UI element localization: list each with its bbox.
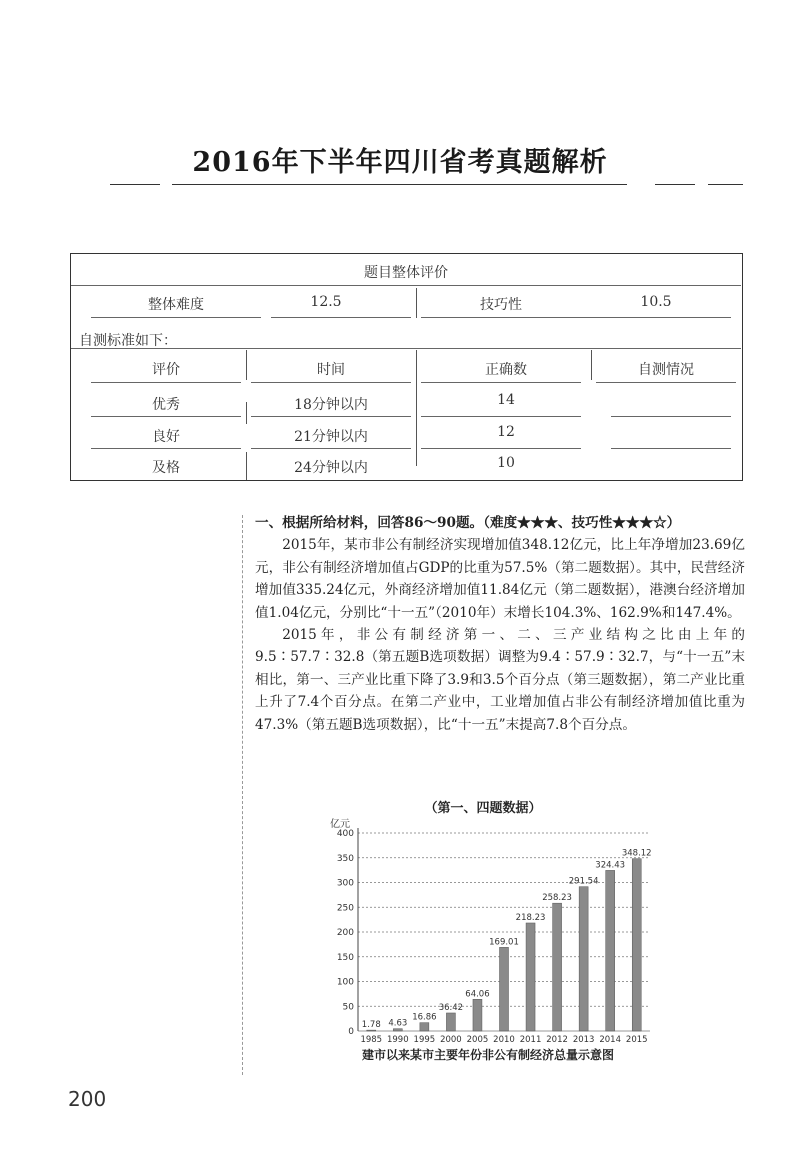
y-axis-unit: 亿元 bbox=[330, 819, 350, 830]
value-label: 324.43 bbox=[595, 860, 626, 871]
rule bbox=[251, 382, 411, 383]
value-label: 258.23 bbox=[542, 893, 572, 904]
bar-2012 bbox=[553, 903, 562, 1031]
rule bbox=[421, 448, 581, 449]
evaluation-table bbox=[70, 253, 743, 481]
question-material bbox=[255, 512, 745, 736]
value-label: 4.63 bbox=[388, 1018, 408, 1029]
x-tick-label: 2014 bbox=[599, 1035, 622, 1045]
rule bbox=[246, 350, 247, 380]
y-tick-label: 400 bbox=[336, 829, 354, 839]
y-tick-label: 0 bbox=[348, 1027, 354, 1037]
rule bbox=[91, 317, 261, 318]
overall-difficulty-label: 整体难度 bbox=[148, 297, 204, 313]
chart-caption: 建市以来某市主要年份非公有制经济总量示意图 bbox=[361, 1048, 615, 1062]
x-tick-label: 2015 bbox=[625, 1035, 648, 1045]
rule bbox=[596, 382, 736, 383]
value-label: 1.78 bbox=[361, 1020, 381, 1031]
y-tick-label: 350 bbox=[336, 853, 354, 864]
value-label: 169.01 bbox=[489, 937, 519, 948]
rule bbox=[611, 416, 731, 417]
question-heading: 一、根据所给材料，回答86～90题。（难度★★★、技巧性★★★☆） bbox=[255, 515, 681, 531]
rule bbox=[246, 452, 247, 480]
bar-2014 bbox=[606, 870, 615, 1031]
rule bbox=[421, 416, 581, 417]
x-tick-label: 1995 bbox=[413, 1035, 436, 1045]
title-rule bbox=[708, 184, 743, 185]
row-time-pass: 24分钟以内 bbox=[294, 460, 368, 476]
bar-1990 bbox=[393, 1029, 402, 1031]
x-tick-label: 2012 bbox=[546, 1035, 568, 1045]
rule bbox=[91, 416, 241, 417]
bar-2013 bbox=[579, 887, 588, 1031]
rule bbox=[251, 448, 411, 449]
value-label: 64.06 bbox=[465, 989, 490, 1000]
rule bbox=[71, 348, 741, 349]
bar-2000 bbox=[446, 1013, 455, 1031]
rule bbox=[421, 317, 731, 318]
rule bbox=[416, 350, 417, 466]
bar-1995 bbox=[420, 1023, 429, 1031]
x-tick-label: 2011 bbox=[519, 1035, 542, 1045]
bar-chart bbox=[318, 801, 678, 1068]
x-tick-label: 2013 bbox=[572, 1035, 595, 1045]
column-header-correct: 正确数 bbox=[485, 362, 527, 378]
row-correct-excellent: 14 bbox=[497, 392, 515, 408]
x-tick-label: 1985 bbox=[360, 1035, 383, 1045]
skill-value: 10.5 bbox=[640, 294, 672, 310]
bar-2005 bbox=[473, 999, 482, 1031]
overall-difficulty-value: 12.5 bbox=[310, 294, 342, 310]
bar-2010 bbox=[500, 947, 509, 1031]
column-header-self-test: 自测情况 bbox=[638, 362, 694, 378]
rule bbox=[416, 288, 417, 318]
x-tick-label: 2000 bbox=[440, 1035, 462, 1045]
rule bbox=[71, 285, 741, 286]
row-time-excellent: 18分钟以内 bbox=[294, 397, 368, 413]
y-tick-label: 300 bbox=[336, 878, 354, 889]
material-paragraph-2: 2015年，非公有制经济第一、二、三产业结构之比由上年的9.5∶57.7∶32.8（第五题B选项数据）调整为9.4∶57.9∶32.7，与“十一五”末相比，第一、三产业比重下降了3.9和3.5个百分点（第三题数据），第二产业比重上升了7.4个百分点。在第二产业中，工业增加值占非公有制经济增加值比重为47.3%（第五题B选项数据），比“十一五”末提高7.8个百分点。 bbox=[255, 627, 745, 733]
bar-1985 bbox=[367, 1030, 376, 1031]
value-label: 218.23 bbox=[515, 912, 546, 923]
rule bbox=[251, 416, 411, 417]
chart-title: （第一、四题数据） bbox=[424, 801, 542, 816]
x-tick-label: 2010 bbox=[493, 1035, 515, 1045]
rule bbox=[91, 382, 241, 383]
bar-2011 bbox=[526, 923, 535, 1031]
rule bbox=[591, 350, 592, 380]
bar-2015 bbox=[632, 859, 641, 1031]
material-paragraph-1: 2015年，某市非公有制经济实现增加值348.12亿元，比上年净增加23.69亿元，非公有制经济增加值占GDP的比重为57.5%（第二题数据）。其中，民营经济增加值335.24亿元，外商经济增加值11.84亿元（第二题数据），港澳台经济增加值1.04亿元，分别比“十一五”（2010年）末增长104.3%、162.9%和147.4%。 bbox=[255, 537, 745, 621]
row-correct-pass: 10 bbox=[497, 455, 515, 471]
y-tick-label: 150 bbox=[336, 952, 354, 963]
skill-label: 技巧性 bbox=[480, 297, 522, 313]
row-grade-pass: 及格 bbox=[152, 460, 180, 476]
value-label: 16.86 bbox=[412, 1012, 437, 1023]
column-header-time: 时间 bbox=[317, 362, 345, 378]
title-rule bbox=[655, 184, 695, 185]
rule bbox=[421, 382, 581, 383]
column-header-grade: 评价 bbox=[152, 362, 180, 378]
page-title: 2016年下半年四川省考真题解析 bbox=[192, 147, 608, 178]
row-grade-good: 良好 bbox=[152, 429, 180, 445]
y-tick-label: 200 bbox=[336, 928, 354, 938]
row-grade-excellent: 优秀 bbox=[152, 397, 180, 413]
y-tick-label: 50 bbox=[342, 1002, 354, 1013]
title-rule bbox=[110, 184, 160, 185]
x-tick-label: 2005 bbox=[466, 1035, 489, 1045]
rule bbox=[91, 448, 241, 449]
y-tick-label: 250 bbox=[336, 903, 354, 914]
value-label: 348.12 bbox=[621, 848, 652, 859]
y-tick-label: 100 bbox=[336, 977, 354, 988]
rule bbox=[271, 317, 411, 318]
value-label: 291.54 bbox=[568, 876, 599, 887]
rule bbox=[611, 448, 731, 449]
standard-note: 自测标准如下： bbox=[79, 333, 177, 349]
rule bbox=[246, 402, 247, 424]
page-number: 200 bbox=[68, 1087, 107, 1111]
binding-margin bbox=[232, 515, 243, 1075]
x-tick-label: 1990 bbox=[386, 1035, 409, 1045]
row-correct-good: 12 bbox=[497, 424, 515, 440]
evaluation-heading: 题目整体评价 bbox=[364, 265, 448, 281]
row-time-good: 21分钟以内 bbox=[294, 429, 368, 445]
title-rule bbox=[172, 184, 627, 185]
value-label: 36.42 bbox=[438, 1002, 464, 1013]
